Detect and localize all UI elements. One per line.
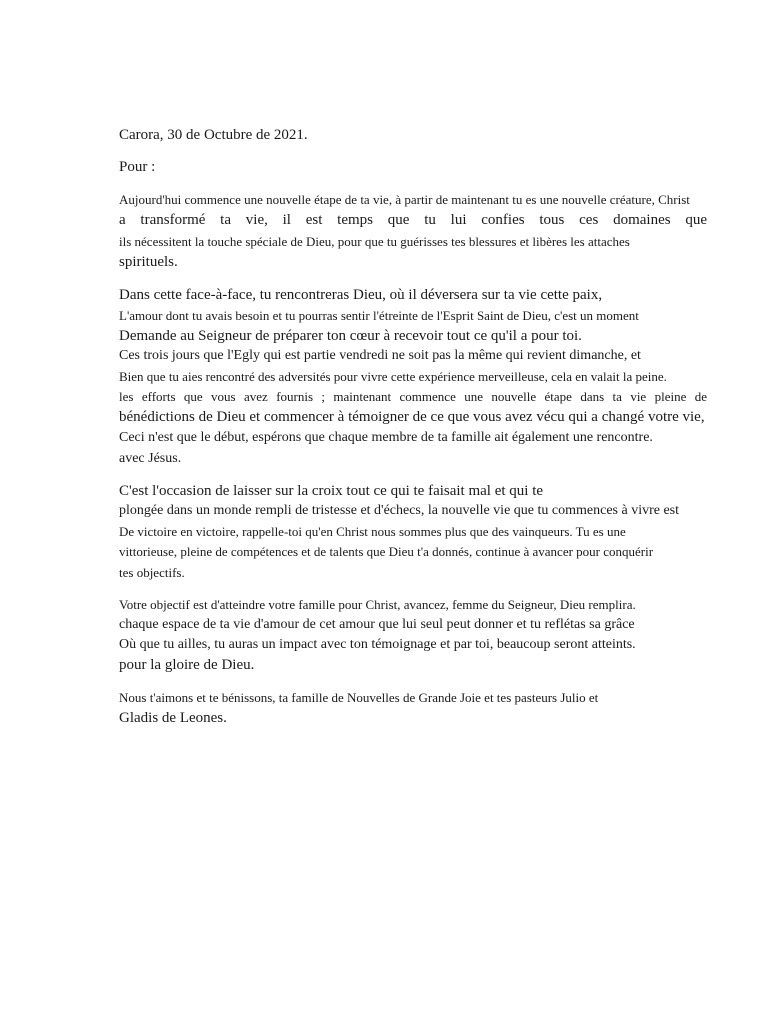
letter-line-14: C'est l'occasion de laisser sur la croix tout ce qui te faisait mal et qui te (119, 483, 544, 499)
letter-date: Carora, 30 de Octubre de 2021. (119, 127, 308, 143)
letter-line-4: spirituels. (119, 254, 178, 270)
letter-line-7: Demande au Seigneur de préparer ton cœur à recevoir tout ce qu'il a pour toi. (119, 328, 582, 344)
letter-line-2: a transformé ta vie, il est temps que tu lui confies tous ces domaines que (119, 212, 707, 228)
letter-line-16: De victoire en victoire, rappelle-toi qu'en Christ nous sommes plus que des vainqueurs. Tu es une (119, 524, 626, 539)
letter-line-19: Votre objectif est d'atteindre votre famille pour Christ, avancez, femme du Seigneur, Dieu remplira. (119, 597, 636, 612)
letter-line-9: Bien que tu aies rencontré des adversités pour vivre cette expérience merveilleuse, cela en valait la peine. (119, 369, 667, 384)
letter-line-5: Dans cette face-à-face, tu rencontreras Dieu, où il déversera sur ta vie cette paix, (119, 287, 603, 303)
letter-line-12: Ceci n'est que le début, espérons que chaque membre de ta famille ait également une rencontre. (119, 430, 653, 445)
letter-line-18: tes objectifs. (119, 565, 185, 580)
letter-line-6: L'amour dont tu avais besoin et tu pourras sentir l'étreinte de l'Esprit Saint de Dieu, c'est un moment (119, 308, 639, 323)
letter-line-13: avec Jésus. (119, 451, 182, 466)
letter-line-3: ils nécessitent la touche spéciale de Dieu, pour que tu guérisses tes blessures et libères les attaches (119, 234, 630, 249)
letter-recipient: Pour : (119, 159, 156, 175)
letter-line-8: Ces trois jours que l'Egly qui est partie vendredi ne soit pas la même qui revient dimanche, et (119, 348, 641, 363)
letter-line-24: Gladis de Leones. (119, 710, 227, 726)
letter-line-10: les efforts que vous avez fournis ; maintenant commence une nouvelle étape dans ta vie pleine de (119, 389, 707, 404)
letter-line-23: Nous t'aimons et te bénissons, ta famille de Nouvelles de Grande Joie et tes pasteurs Julio et (119, 690, 599, 705)
letter-line-11: bénédictions de Dieu et commencer à témoigner de ce que vous avez vécu qui a changé votre vie, (119, 409, 705, 425)
letter-line-15: plongée dans un monde rempli de tristesse et d'échecs, la nouvelle vie que tu commences à vivre est (119, 503, 680, 518)
letter-line-1: Aujourd'hui commence une nouvelle étape de ta vie, à partir de maintenant tu es une nouvelle créature, Christ (119, 192, 690, 207)
letter-line-21: Où que tu ailles, tu auras un impact avec ton témoignage et par toi, beaucoup seront atteints. (119, 637, 636, 652)
letter-line-17: vittorieuse, pleine de compétences et de talents que Dieu t'a donnés, continue à avancer pour conquérir (119, 544, 654, 559)
letter-line-20: chaque espace de ta vie d'amour de cet amour que lui seul peut donner et tu reflétas sa grâce (119, 617, 635, 632)
letter-line-22: pour la gloire de Dieu. (119, 657, 255, 673)
